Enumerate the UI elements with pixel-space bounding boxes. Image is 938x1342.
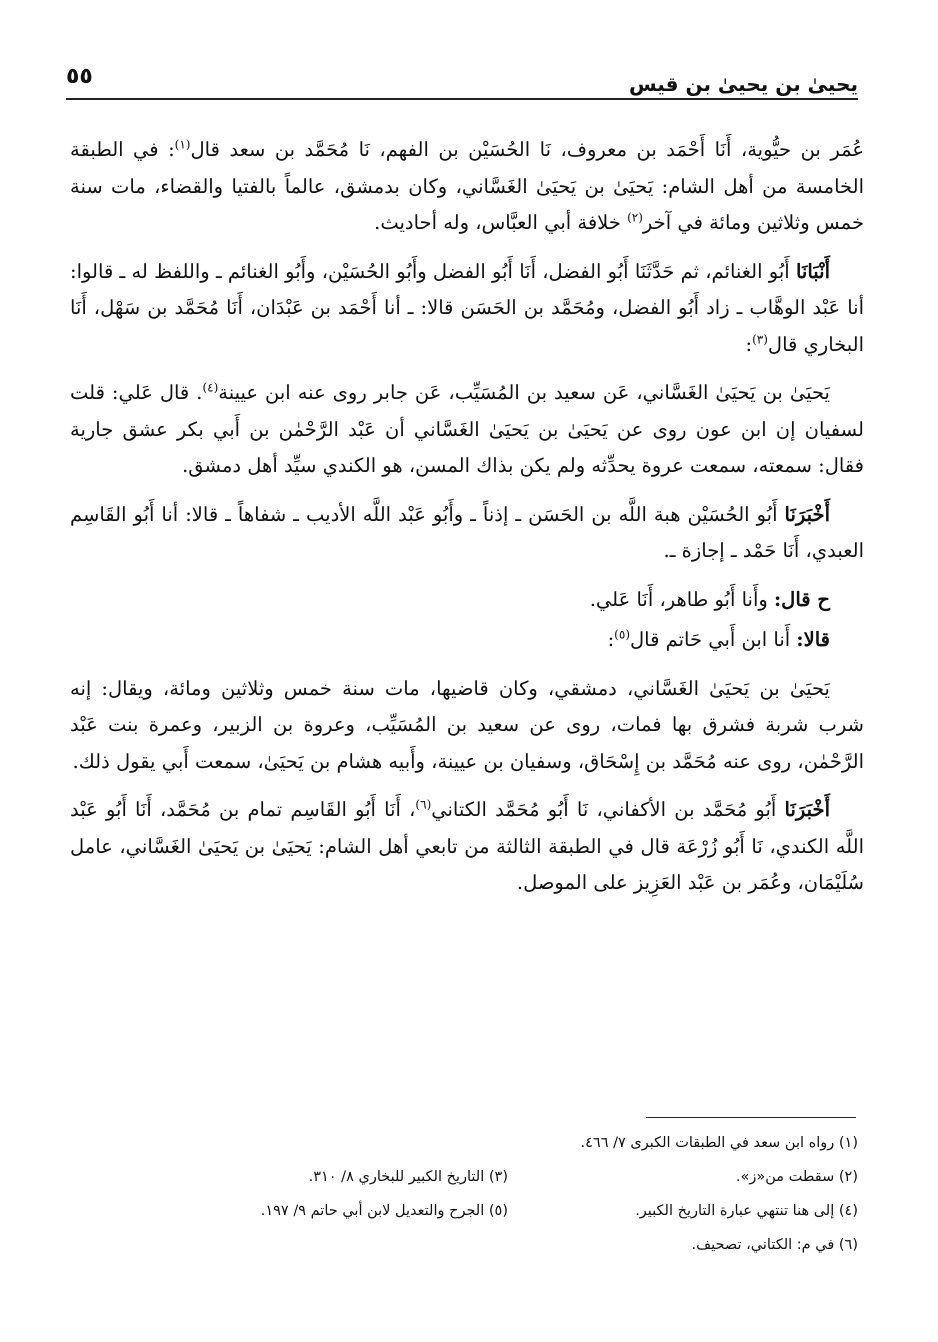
footnote-ref-5[interactable]: (٥) bbox=[614, 627, 630, 642]
footnote-2: (٢) سقطت من«ز». bbox=[735, 1169, 858, 1185]
isnad-lead: أَخْبَرَنَا bbox=[784, 502, 830, 526]
page-header bbox=[66, 58, 858, 100]
text-run: عُمَر بن حيُّوية، أَنَا أَحْمَد بن معروف، نَا الحُسَيْن بن الفهم، نَا مُحَمَّد بن سعد قال bbox=[190, 138, 864, 161]
text-run: : bbox=[607, 628, 615, 651]
text-run: : bbox=[745, 332, 753, 356]
footnote-5: (٥) الجرح والتعديل لابن أبي حاتم ٩/ ١٩٧. bbox=[260, 1203, 508, 1219]
text-run: أَبُو مُحَمَّد بن الأكفاني، نَا أَبُو مُحَمَّد الكتاني bbox=[431, 798, 785, 821]
text-run: ، أَنَا أَبُو القَاسِم تمام بن مُحَمَّد، أَنَا أَبُو عَبْد اللَّه الكندي، نَا أَبُو زُرْعَة قال في الطبقة الثالثة من تابعي أهل الشام: يَحيَىٰ بن يَحيَىٰ الغَسَّاني، عامل سُلَيْمَان، وعُمَر بن عَبْد العَزِيز على الموصل. bbox=[70, 798, 864, 894]
isnad-lead: قالا: bbox=[796, 628, 830, 651]
footnote-row bbox=[70, 1160, 858, 1194]
paragraph-5 bbox=[70, 582, 864, 619]
paragraph-2 bbox=[70, 254, 864, 364]
footnote-1: (١) رواه ابن سعد في الطبقات الكبرى ٧/ ٤٦٦. bbox=[580, 1135, 858, 1151]
text-run: أَبُو الحُسَيْن هبة اللَّه بن الحَسَن ـ إذناً ـ وأَبُو عَبْد اللَّه الأديب ـ شفاهاً ـ قالا: أنا أَبُو القَاسِم العبدي، أَنَا حَمْد ـ إجازة ـ. bbox=[70, 502, 864, 562]
footnote-row bbox=[70, 1228, 858, 1262]
paragraph-4 bbox=[70, 497, 864, 570]
footnote-ref-3[interactable]: (٣) bbox=[752, 332, 768, 346]
paragraph-8 bbox=[70, 792, 864, 902]
text-run: يَحيَىٰ بن يَحيَىٰ الغَسَّاني، دمشقي، وكان قاضيها، مات سنة خمس وثلاثين ومائة، ويقال: إنه شرب شربة فشرق بها فمات، روى عن سعيد بن المُسَيِّب، وعروة بن الزبير، وعمرة بنت عَبْد الرَّحْمٰن، روى عنه مُحَمَّد بن إِسْحَاق، وسفيان بن عيينة، وأَبيه هشام بن يَحيَىٰ، سمعت أَبي يقول ذلك. bbox=[70, 676, 864, 773]
paragraph-3 bbox=[70, 375, 864, 485]
text-run: خلافة أبي العبَّاس، وله أحاديث. bbox=[374, 211, 628, 234]
footnotes bbox=[70, 1126, 858, 1262]
page-number: ٥٥ bbox=[66, 64, 93, 89]
footnote-ref-6[interactable]: (٦) bbox=[415, 797, 432, 812]
footnote-row bbox=[70, 1126, 858, 1160]
text-run: : في الطبقة الخامسة من أهل الشام: يَحيَىٰ بن يَحيَىٰ الغَسَّاني، وكان بدمشق، عالماً بالفتيا والقضاء، مات سنة خمس وثلاثين ومائة في آخر bbox=[70, 138, 864, 234]
isnad-lead: أَخْبَرَنَا bbox=[784, 798, 830, 821]
text-run: أَبُو الغنائم، ثم حَدَّثَنَا أَبُو الفضل، أَنَا أَبُو الفضل وأَبُو الحُسَيْن، وأَبُو الغنائم ـ واللفظ له ـ قالوا: أنا عَبْد الوهَّاب ـ زاد أَبُو الفضل، ومُحَمَّد بن الحَسَن قالا: ـ أنا أَحْمَد بن عَبْدَان، أَنَا مُحَمَّد بن سَهْل، أَنَا البخاري قال bbox=[70, 259, 864, 356]
footnote-row bbox=[70, 1194, 858, 1228]
footnote-divider bbox=[646, 1117, 856, 1118]
running-title: يحيىٰ بن يحيىٰ بن قيس bbox=[628, 72, 858, 96]
isnad-lead: ح قال: bbox=[773, 587, 830, 611]
footnote-3: (٣) التاريخ الكبير للبخاري ٨/ ٣١٠. bbox=[308, 1169, 508, 1185]
footnote-ref-1[interactable]: (١) bbox=[174, 137, 191, 152]
isnad-lead: أَنْبَانَا bbox=[795, 259, 830, 283]
paragraph-7 bbox=[70, 671, 864, 781]
text-run: . قال عَلي: قلت لسفيان إن ابن عون روى عن يَحيَىٰ بن يَحيَىٰ الغَسَّاني أن عَبْد الرَّحْمٰن بن أَبي بكر عشق جارية فقال: سمعته، سمعت عروة يحدِّثه ولم يكن بذاك المسن، هو الكندي سيِّد أهل دمشق. bbox=[70, 381, 864, 477]
footnote-ref-4[interactable]: (٤) bbox=[202, 380, 219, 395]
text-run: أَنا ابن أَبي حَاتم قال bbox=[630, 628, 797, 651]
main-text bbox=[70, 132, 864, 902]
text-run: وأَنا أَبُو طاهر، أَنَا عَلي. bbox=[589, 587, 774, 611]
footnote-4: (٤) إلى هنا تنتهي عبارة التاريخ الكبير. bbox=[635, 1203, 858, 1219]
text-run: يَحيَىٰ بن يَحيَىٰ الغَسَّاني، عَن سعيد بن المُسَيِّب، عَن جابر روى عنه ابن عيينة bbox=[218, 381, 830, 404]
paragraph-1 bbox=[70, 132, 864, 242]
footnote-6: (٦) في م: الكتاني، تصحيف. bbox=[691, 1237, 858, 1253]
footnote-ref-2[interactable]: (٢) bbox=[627, 210, 643, 225]
paragraph-6 bbox=[70, 622, 864, 659]
